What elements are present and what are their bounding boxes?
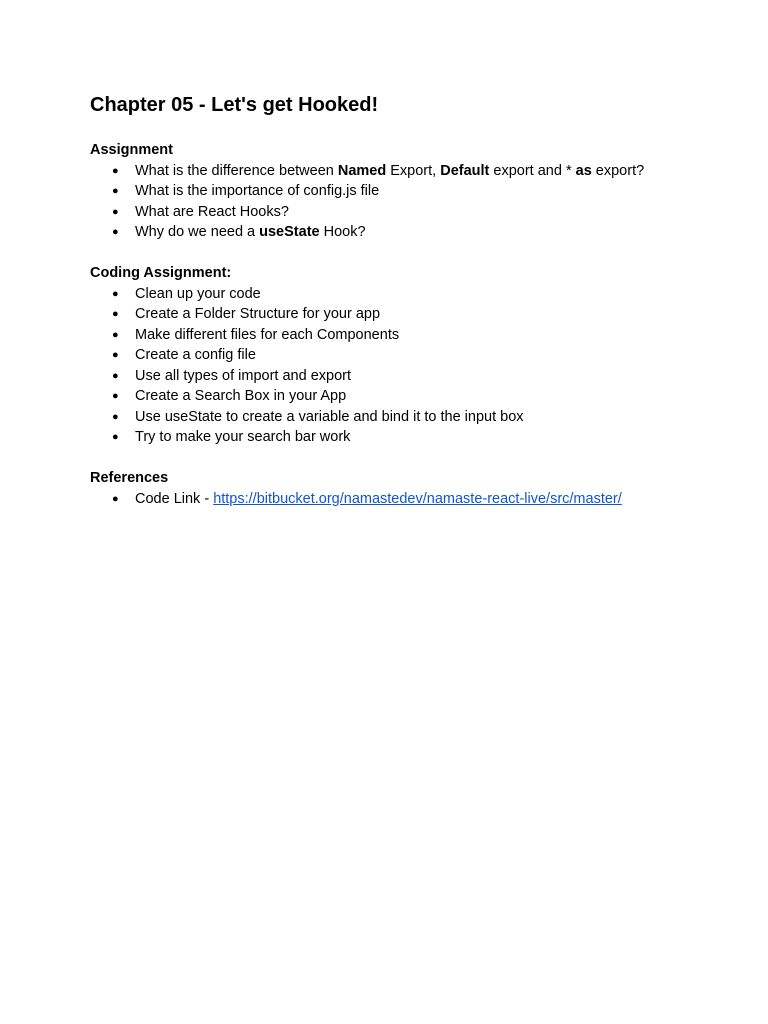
coding-assignment-list [90, 284, 730, 448]
assignment-list [90, 161, 730, 243]
bullet-icon: ● [112, 164, 119, 177]
bullet-icon: ● [112, 431, 119, 443]
bullet-icon: ● [112, 369, 119, 382]
bullet-icon: ● [112, 308, 119, 320]
page-title: Chapter 05 - Let's get Hooked! [90, 94, 379, 116]
bullet-icon: ● [112, 328, 119, 341]
list-item-text: Create a Folder Structure for your app [135, 306, 381, 322]
list-item-text: Make different files for each Components [135, 326, 400, 343]
bullet-icon: ● [112, 185, 119, 197]
list-item [90, 407, 730, 428]
list-item [90, 181, 730, 202]
list-item-text: What are React Hooks? [135, 203, 289, 220]
references-list [90, 489, 730, 510]
list-item-text: What is the difference between [135, 162, 338, 179]
list-item-text: Why do we need a [135, 224, 260, 240]
list-item-text: export and * [489, 162, 576, 179]
bullet-icon: ● [112, 349, 119, 361]
list-item-text: export? [591, 162, 645, 179]
list-item-text: Use useState to create a variable and bind it to the input box [135, 408, 524, 425]
bullet-icon: ● [112, 287, 119, 300]
list-item [90, 161, 730, 182]
list-item-text: Export, [386, 162, 441, 179]
list-item-bold-text: as [575, 162, 592, 179]
list-item [90, 222, 730, 243]
list-item-text: What is the importance of config.js file [135, 183, 380, 199]
code-link[interactable]: https://bitbucket.org/namastedev/namaste-react-live/src/master/ [213, 490, 622, 507]
bullet-icon: ● [112, 410, 119, 423]
list-item [90, 202, 730, 223]
list-item [90, 325, 730, 346]
bullet-icon: ● [112, 226, 119, 238]
list-item-text: Create a config file [135, 347, 256, 363]
list-item [90, 304, 730, 325]
list-item [90, 284, 730, 305]
list-item-text: Use all types of import and export [135, 367, 351, 384]
bullet-icon: ● [112, 492, 119, 505]
list-item-text: Clean up your code [135, 285, 261, 302]
list-item-bold-text: Default [440, 162, 490, 179]
list-item-text: Try to make your search bar work [135, 429, 351, 445]
list-item-bold-text: Named [337, 162, 387, 179]
code-link-label: Code Link - [135, 490, 214, 507]
list-item [90, 345, 730, 366]
list-item [90, 427, 730, 448]
references-heading: References [90, 470, 169, 486]
assignment-section [90, 140, 730, 243]
list-item-text: Hook? [319, 224, 366, 240]
list-item [90, 366, 730, 387]
list-item-text: Create a Search Box in your App [135, 388, 347, 404]
references-section [90, 468, 730, 509]
list-item-bold-text: useState [259, 224, 320, 240]
bullet-icon: ● [112, 390, 119, 402]
coding-assignment-heading: Coding Assignment: [90, 265, 232, 281]
list-item [90, 489, 730, 510]
assignment-heading: Assignment [90, 142, 173, 158]
coding-assignment-section [90, 263, 730, 448]
bullet-icon: ● [112, 205, 119, 218]
list-item [90, 386, 730, 407]
